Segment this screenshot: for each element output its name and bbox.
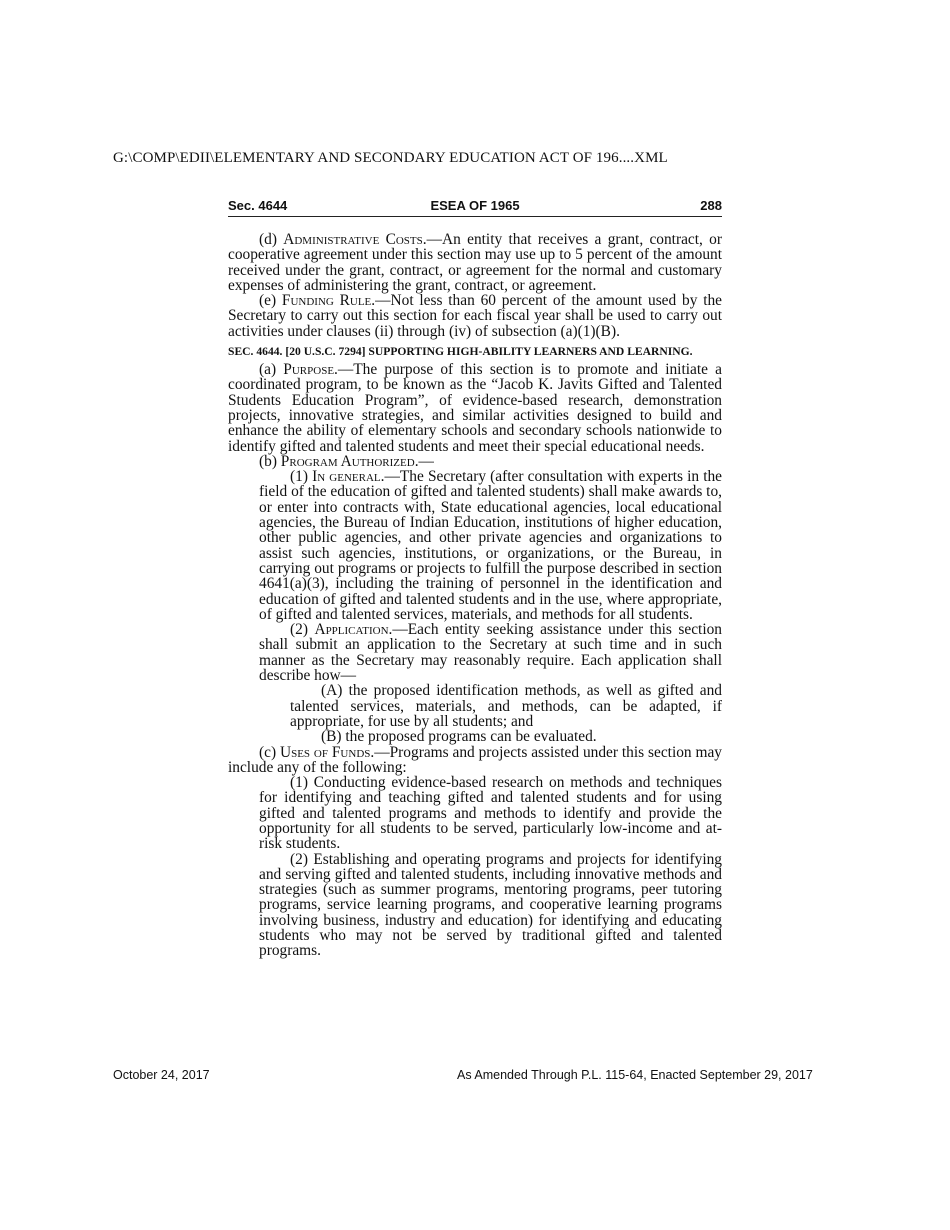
- file-path: G:\COMP\EDII\ELEMENTARY AND SECONDARY EDUCATION ACT OF 196....XML: [113, 150, 668, 166]
- footer-date: October 24, 2017: [113, 1068, 210, 1082]
- subsection-a-heading: Purpose.: [283, 361, 338, 379]
- subsection-d: (d) Administrative Costs.—An entity that receives a grant, contract, or cooperative agreement under this section may use up to 5 percent of the amount received under the grant, contract, or agreement for the normal and customary expenses of administering the grant, contract, or agreement.: [228, 231, 722, 294]
- clause-b2B: (B) the proposed programs can be evaluated.: [321, 728, 597, 746]
- paragraph-b2: (2) Application.—Each entity seeking assistance under this section shall submit an application to the Secretary at such time and in such manner as the Secretary may reasonably require. Each application shall describe how—: [259, 621, 722, 685]
- section-number: Sec. 4644: [228, 198, 288, 213]
- subsection-b: (b) Program Authorized.—: [259, 452, 434, 470]
- act-title: ESEA OF 1965: [430, 198, 520, 213]
- footer-amended-note: As Amended Through P.L. 115-64, Enacted September 29, 2017: [457, 1068, 813, 1082]
- subsection-b-heading: Program Authorized.: [280, 452, 419, 470]
- paragraph-b2-heading: Application.: [314, 621, 393, 639]
- running-head: [228, 198, 722, 217]
- subsection-e-heading: Funding Rule.: [281, 292, 376, 310]
- section-heading: SEC. 4644. [20 U.S.C. 7294] SUPPORTING HIGH-ABILITY LEARNERS AND LEARNING.: [228, 345, 693, 359]
- paragraph-b1-heading: In general.: [312, 468, 385, 486]
- statute-body: [228, 232, 722, 959]
- paragraph-b1: (1) In general.—The Secretary (after consultation with experts in the field of the education of gifted and talented students) shall make awards to, or enter into contracts with, State educational agencies, local educational agencies, the Bureau of Indian Education, institutions of higher education, other public agencies, and other private agencies and organizations to assist such agencies, institutions, or organizations, or the Bureau, in carrying out programs or projects to fulfill the purpose described in section 4641(a)(3), including the training of personnel in the identification and education of gifted and talented students and in the use, where appropriate, of gifted and talented services, materials, and methods for all students.: [259, 468, 723, 623]
- subsection-e: (e) Funding Rule.—Not less than 60 percent of the amount used by the Secretary to carry out this section for each fiscal year shall be used to carry out activities under clauses (ii) through (iv) of subsection (a)(1)(B).: [228, 292, 722, 340]
- clause-b2A: (A) the proposed identification methods, as well as gifted and talented services, materials, and methods, can be adapted, if appropriate, for use by all students; and: [290, 682, 722, 730]
- subsection-d-heading: Administrative Costs.: [283, 231, 427, 248]
- paragraph-c2: (2) Establishing and operating programs and projects for identifying and serving gifted and talented students, including innovative methods and strategies (such as summer programs, mentoring programs, peer tutoring programs, service learning programs, and cooperative learning programs involving business, industry and education) for identifying and educating students who may not be served by traditional gifted and talented programs.: [259, 850, 722, 960]
- subsection-c-heading: Uses of Funds.: [279, 743, 375, 761]
- paragraph-c1: (1) Conducting evidence-based research on methods and techniques for identifying and teaching gifted and talented students and for using gifted and talented programs and methods to identify and provide the opportunity for all students to be served, particularly low-income and at-risk students.: [259, 774, 722, 853]
- subsection-c: (c) Uses of Funds.—Programs and projects assisted under this section may include any of the following:: [228, 743, 722, 776]
- page-number: 288: [700, 198, 722, 213]
- subsection-a: (a) Purpose.—The purpose of this section is to promote and initiate a coordinated program, to be known as the “Jacob K. Javits Gifted and Talented Students Education Program”, of evidence-based research, demonstration projects, innovative strategies, and similar activities designed to build and enhance the ability of elementary schools and secondary schools nationwide to identify gifted and talented students and meet their special educational needs.: [228, 361, 722, 455]
